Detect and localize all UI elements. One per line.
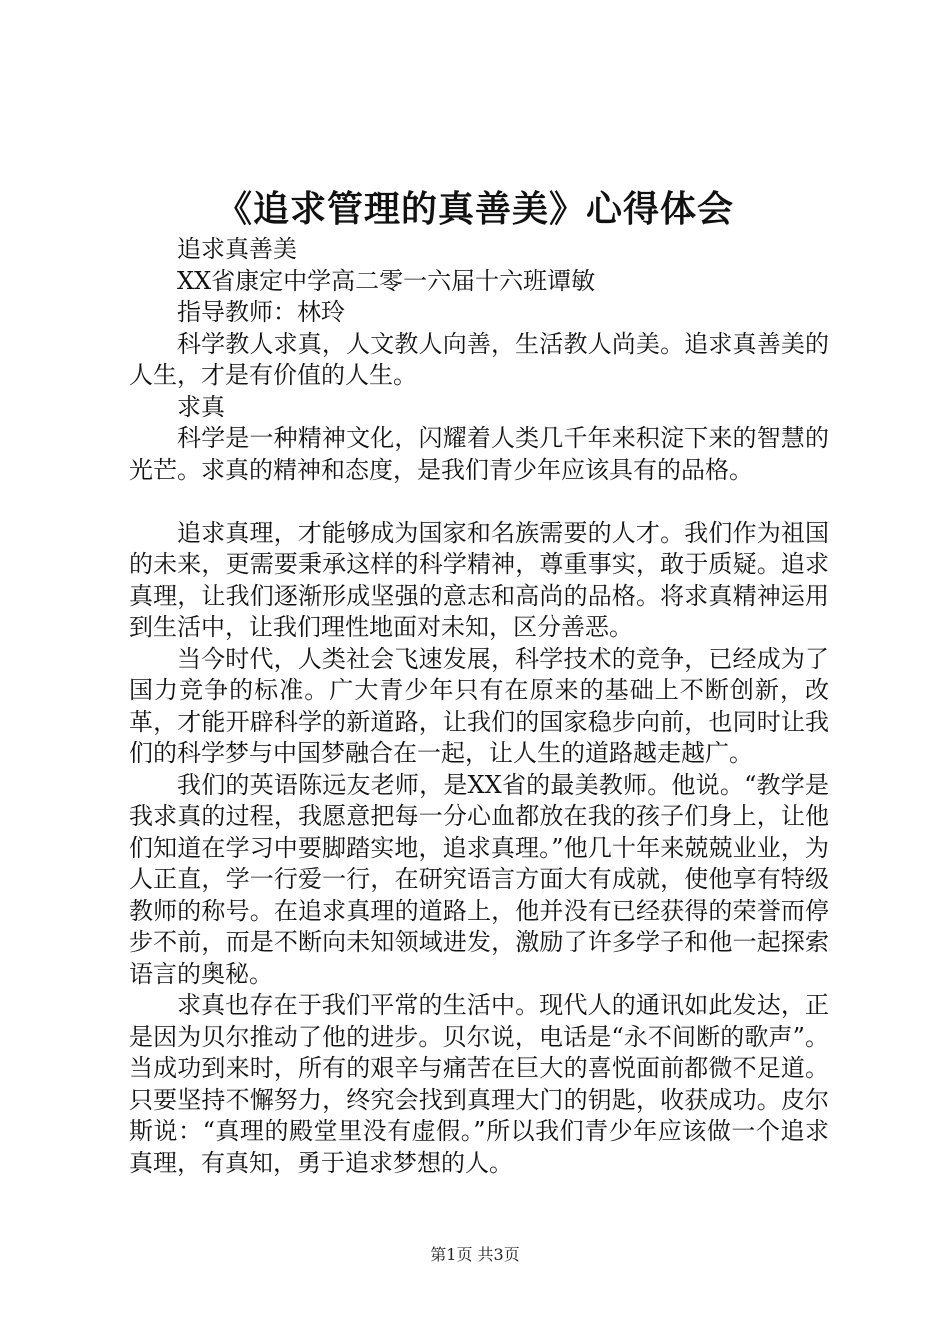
document-title: 《追求管理的真善美》心得体会 <box>215 188 734 230</box>
document-body <box>129 234 829 1179</box>
section-heading-qiuzhen: 求真 <box>177 392 225 421</box>
intro-paragraph: 科学教人求真，人文教人向善，生活教人尚美。追求真善美的人生，才是有价值的人生。 <box>129 329 829 389</box>
advisor-line: 指导教师：林玲 <box>177 298 345 326</box>
body-paragraph: 求真也存在于我们平常的生活中。现代人的通讯如此发达，正是因为贝尔推动了他的进步。贝尔说，电话是“永不间断的歌声”。当成功到来时，所有的艰辛与痛苦在巨大的喜悦面前都微不足道。只要坚持不懈努力，终究会找到真理大门的钥匙，收获成功。皮尔斯说：“真理的殿堂里没有虚假。”所以我们青少年应该做一个追求真理，有真知，勇于追求梦想的人。 <box>129 991 829 1177</box>
body-paragraph: 科学是一种精神文化，闪耀着人类几千年来积淀下来的智慧的光芒。求真的精神和态度，是我们青少年应该具有的品格。 <box>129 424 829 484</box>
essay-heading: 追求真善美 <box>177 235 297 263</box>
page-number-footer: 第1页 共3页 <box>430 1245 520 1264</box>
author-line: XX省康定中学高二零一六届十六班谭敏 <box>177 266 596 295</box>
body-paragraph: 我们的英语陈远友老师，是XX省的最美教师。他说。“教学是我求真的过程，我愿意把每一分心血都放在我的孩子们身上，让他们知道在学习中要脚踏实地，追求真理。”他几十年来兢兢业业，为人正直，学一行爱一行，在研究语言方面大有成就，使他享有特级教师的称号。在追求真理的道路上，他并没有已经获得的荣誉而停步不前，而是不断向未知领域进发，激励了许多学子和他一起探索语言的奥秘。 <box>129 770 829 988</box>
body-paragraph: 追求真理，才能够成为国家和名族需要的人才。我们作为祖国的未来，更需要秉承这样的科学精神，尊重事实，敢于质疑。追求真理，让我们逐渐形成坚强的意志和高尚的品格。将求真精神运用到生活中，让我们理性地面对未知，区分善恶。 <box>129 518 829 641</box>
body-paragraph: 当今时代，人类社会飞速发展，科学技术的竞争，已经成为了国力竞争的标准。广大青少年只有在原来的基础上不断创新，改革，才能开辟科学的新道路，让我们的国家稳步向前，也同时让我们的科学梦与中国梦融合在一起，让人生的道路越走越广。 <box>129 644 829 767</box>
